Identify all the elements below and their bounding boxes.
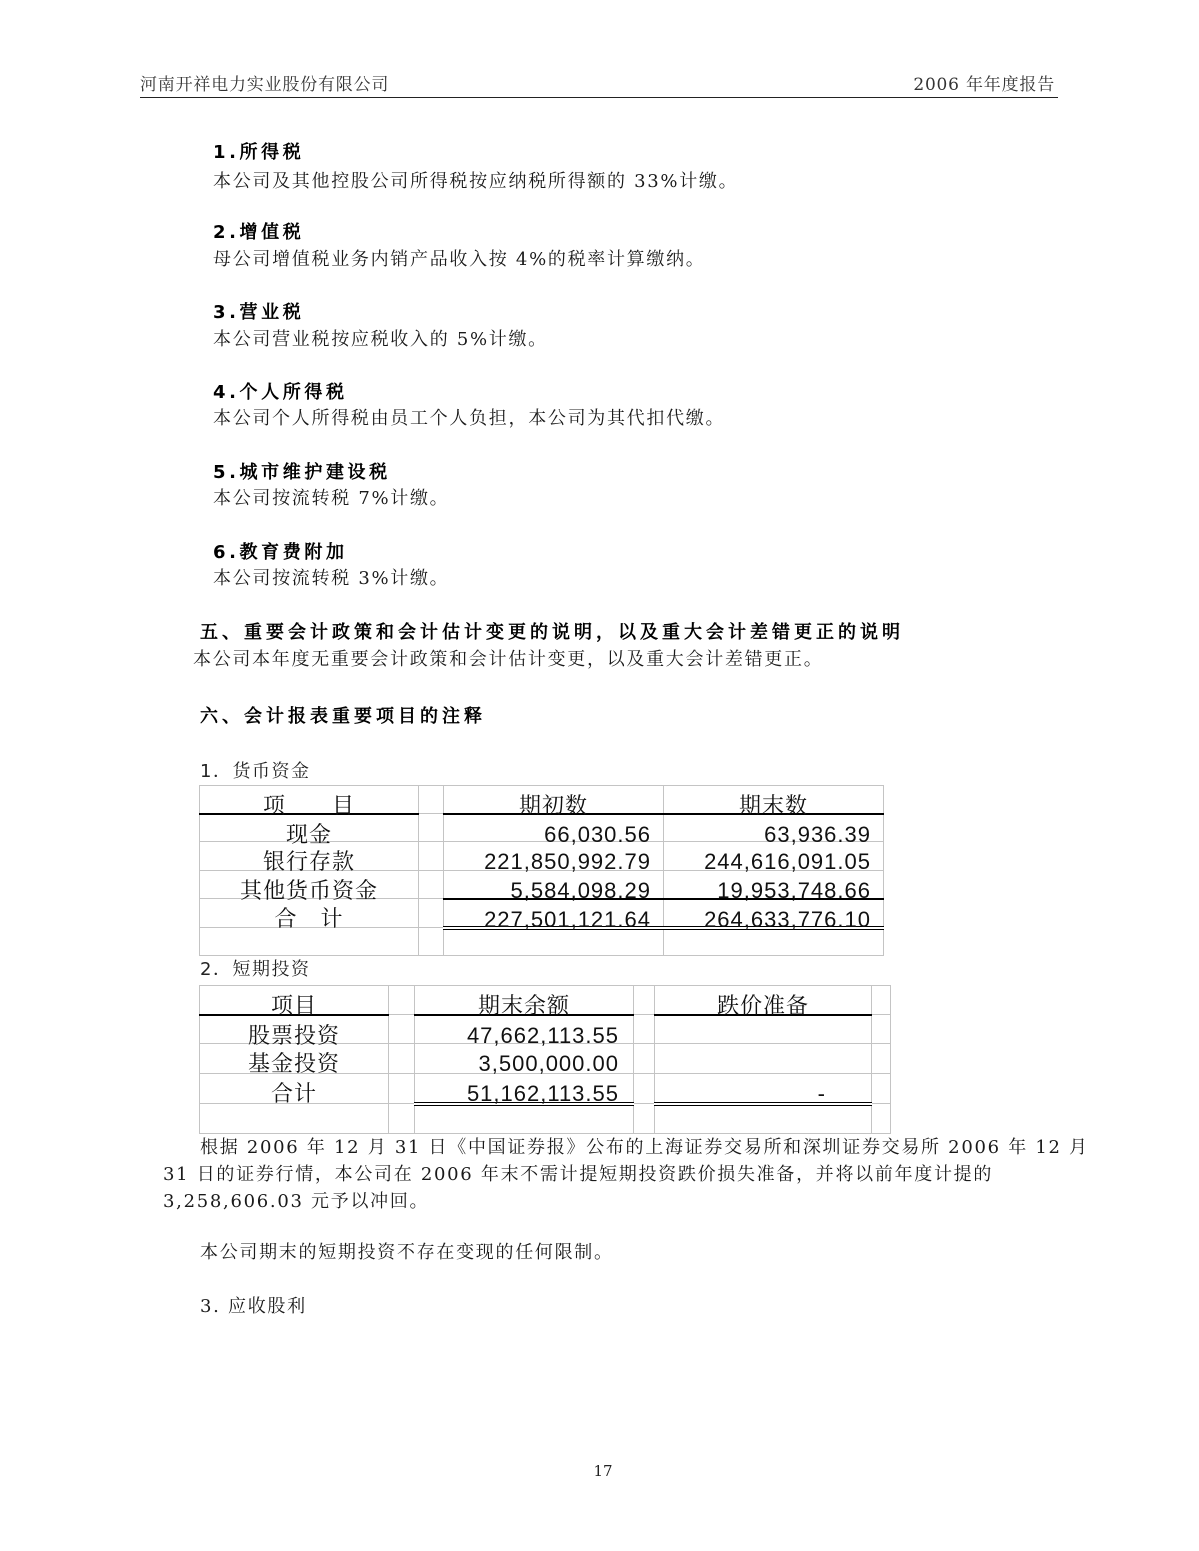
spacer-cell bbox=[634, 1015, 655, 1044]
balance-value: 47,662,113.55 bbox=[466, 1022, 619, 1048]
section-heading: 五、重要会计政策和会计估计变更的说明，以及重大会计差错更正的说明 bbox=[200, 622, 904, 643]
section-heading: 六、会计报表重要项目的注释 bbox=[200, 706, 486, 727]
value-cell bbox=[444, 842, 664, 874]
value-cell bbox=[444, 814, 664, 847]
header-label: 项目 bbox=[270, 993, 317, 1018]
page-number: 17 bbox=[593, 1462, 613, 1480]
table-row bbox=[200, 814, 884, 842]
item-cell bbox=[200, 1074, 389, 1104]
table-header-row bbox=[200, 786, 884, 814]
tax-item-title: 2.增值税 bbox=[213, 222, 305, 243]
item-label: 其他货币资金 bbox=[239, 878, 378, 903]
tax-item-text: 本公司营业税按应税收入的 5%计缴。 bbox=[213, 329, 548, 350]
spacer-cell bbox=[419, 871, 444, 899]
tax-item-title: 4.个人所得税 bbox=[213, 382, 348, 403]
empty-cell bbox=[444, 928, 664, 956]
provision-total: - bbox=[817, 1081, 826, 1106]
tax-item-text: 母公司增值税业务内销产品收入按 4%的税率计算缴纳。 bbox=[213, 249, 706, 270]
restriction-note: 本公司期末的短期投资不存在变现的任何限制。 bbox=[200, 1242, 614, 1263]
opening-total: 227,501,121.64 bbox=[484, 906, 651, 932]
header-cell bbox=[200, 986, 389, 1018]
header-label: 项 目 bbox=[262, 793, 355, 818]
tax-item-text: 本公司按流转税 3%计缴。 bbox=[213, 568, 450, 589]
item-label: 现金 bbox=[285, 821, 332, 847]
spacer-cell bbox=[389, 1104, 415, 1134]
value-cell bbox=[415, 1044, 634, 1074]
header-rule bbox=[140, 97, 1058, 98]
spacer-cell bbox=[419, 786, 444, 814]
empty-cell bbox=[655, 1104, 872, 1134]
spacer-cell bbox=[872, 1104, 891, 1134]
spacer-cell bbox=[419, 899, 444, 928]
empty-cell bbox=[664, 928, 884, 956]
table-row bbox=[200, 1015, 891, 1044]
balance-value: 3,500,000.00 bbox=[478, 1051, 619, 1076]
spacer-cell bbox=[419, 928, 444, 956]
value-cell bbox=[664, 814, 884, 847]
item-label: 基金投资 bbox=[247, 1051, 340, 1076]
spacer-cell bbox=[634, 986, 655, 1015]
table-row bbox=[200, 871, 884, 899]
table-total-row bbox=[200, 1074, 891, 1104]
closing-value: 19,953,748.66 bbox=[717, 878, 871, 903]
header-cell bbox=[664, 786, 884, 818]
opening-value: 5,584,098.29 bbox=[510, 878, 651, 903]
value-cell bbox=[444, 899, 664, 932]
opening-value: 66,030.56 bbox=[544, 821, 651, 847]
header-label: 期末余额 bbox=[477, 993, 570, 1018]
closing-value: 63,936.39 bbox=[764, 821, 871, 847]
spacer-cell bbox=[634, 1044, 655, 1074]
note-paragraph-line: 31 日的证券行情，本公司在 2006 年末不需计提短期投资跌价损失准备，并将以前年度计提的 bbox=[163, 1164, 994, 1185]
table-empty-row bbox=[200, 928, 884, 956]
empty-cell bbox=[200, 1104, 389, 1134]
header-label: 期末数 bbox=[738, 793, 808, 818]
spacer-cell bbox=[634, 1104, 655, 1134]
opening-value: 221,850,992.79 bbox=[484, 849, 651, 874]
note-paragraph-line: 根据 2006 年 12 月 31 日《中国证券报》公布的上海证券交易所和深圳证券交易所 2006 年 12 月 bbox=[200, 1137, 1089, 1158]
tax-item-text: 本公司个人所得税由员工个人负担，本公司为其代扣代缴。 bbox=[213, 408, 726, 429]
value-cell bbox=[664, 899, 884, 932]
table-caption: 1．货币资金 bbox=[200, 761, 311, 782]
table-header-row bbox=[200, 986, 891, 1015]
spacer-cell bbox=[634, 1074, 655, 1104]
item-cell bbox=[200, 814, 419, 847]
tax-item-text: 本公司按流转税 7%计缴。 bbox=[213, 488, 450, 509]
header-cell bbox=[655, 986, 872, 1018]
spacer-cell bbox=[872, 1074, 891, 1104]
value-cell bbox=[655, 1015, 872, 1044]
total-label: 合 计 bbox=[274, 906, 344, 931]
cash-funds-table bbox=[199, 785, 884, 956]
item-label: 股票投资 bbox=[247, 1022, 340, 1048]
tax-item-title: 6.教育费附加 bbox=[213, 542, 348, 563]
value-cell bbox=[655, 1074, 872, 1104]
note-paragraph-line: 3,258,606.03 元予以冲回。 bbox=[163, 1191, 430, 1212]
tax-item-text: 本公司及其他控股公司所得税按应纳税所得额的 33%计缴。 bbox=[213, 171, 739, 192]
item-cell bbox=[200, 1044, 389, 1074]
spacer-cell bbox=[872, 1015, 891, 1044]
item-cell bbox=[200, 842, 419, 874]
header-cell bbox=[415, 986, 634, 1018]
header-report-title: 2006 年年度报告 bbox=[913, 75, 1055, 95]
spacer-cell bbox=[389, 986, 415, 1015]
balance-total: 51,162,113.55 bbox=[466, 1081, 619, 1106]
header-label: 期初数 bbox=[518, 793, 588, 818]
header-company-name: 河南开祥电力实业股份有限公司 bbox=[140, 75, 390, 95]
empty-cell bbox=[415, 1104, 634, 1134]
header-label: 跌价准备 bbox=[716, 993, 809, 1018]
value-cell bbox=[415, 1074, 634, 1104]
table-total-row bbox=[200, 899, 884, 928]
empty-cell bbox=[200, 928, 419, 956]
table-row bbox=[200, 1044, 891, 1074]
value-cell bbox=[655, 1044, 872, 1074]
table-empty-row bbox=[200, 1104, 891, 1134]
spacer-cell bbox=[389, 1044, 415, 1074]
spacer-cell bbox=[389, 1074, 415, 1104]
table-row bbox=[200, 842, 884, 871]
item-cell bbox=[200, 899, 419, 931]
header-cell bbox=[200, 786, 419, 818]
tax-item-title: 5.城市维护建设税 bbox=[213, 462, 391, 483]
spacer-cell bbox=[389, 1015, 415, 1044]
tax-item-title: 3.营业税 bbox=[213, 302, 305, 323]
table-caption: 2．短期投资 bbox=[200, 959, 311, 980]
closing-total: 264,633,776.10 bbox=[704, 906, 871, 932]
next-item-caption: 3. 应收股利 bbox=[200, 1296, 307, 1317]
spacer-cell bbox=[419, 814, 444, 842]
item-cell bbox=[200, 1015, 389, 1048]
short-term-investments-table bbox=[199, 985, 891, 1134]
total-label: 合计 bbox=[270, 1081, 317, 1106]
item-cell bbox=[200, 871, 419, 903]
closing-value: 244,616,091.05 bbox=[704, 849, 871, 874]
value-cell bbox=[664, 842, 884, 874]
spacer-cell bbox=[872, 1044, 891, 1074]
section-text: 本公司本年度无重要会计政策和会计估计变更，以及重大会计差错更正。 bbox=[193, 649, 824, 670]
spacer-cell bbox=[872, 986, 891, 1015]
spacer-cell bbox=[419, 842, 444, 871]
tax-item-title: 1.所得税 bbox=[213, 142, 305, 163]
item-label: 银行存款 bbox=[262, 849, 355, 874]
header-cell bbox=[444, 786, 664, 818]
value-cell bbox=[664, 871, 884, 903]
value-cell bbox=[415, 1015, 634, 1048]
value-cell bbox=[444, 871, 664, 903]
